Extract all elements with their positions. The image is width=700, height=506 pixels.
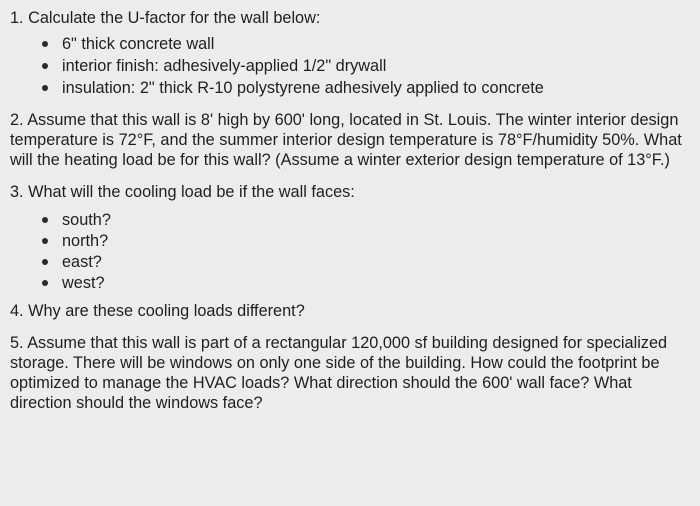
bullet-icon: [42, 63, 48, 69]
bullet-text: west?: [62, 274, 105, 292]
bullet-icon: [42, 238, 48, 244]
bullet-text: east?: [62, 253, 102, 271]
question-2: 2. Assume that this wall is 8' high by 600' long, located in St. Louis. The winter interior design temperature is 72°F, and the summer interior design temperature is 78°F/humidity 50%. What will the heating load be for this wall? (Assume a winter exterior design temperature of 13°F.): [10, 111, 682, 169]
bullet-text: 6" thick concrete wall: [62, 35, 215, 53]
question-1: 1. Calculate the U-factor for the wall below:: [10, 9, 321, 27]
question-1-bullet-list: [10, 34, 686, 98]
bullet-icon: [42, 259, 48, 265]
bullet-text: south?: [62, 211, 111, 229]
bullet-icon: [42, 280, 48, 286]
question-4: 4. Why are these cooling loads different?: [10, 302, 305, 320]
bullet-icon: [42, 217, 48, 223]
list-item: [38, 78, 686, 98]
list-item: [38, 252, 686, 272]
list-item: [38, 56, 686, 76]
bullet-text: interior finish: adhesively-applied 1/2" drywall: [62, 57, 387, 75]
bullet-icon: [42, 85, 48, 91]
list-item: [38, 34, 686, 54]
bullet-icon: [42, 41, 48, 47]
question-5: 5. Assume that this wall is part of a rectangular 120,000 sf building designed for specialized storage. There will be windows on only one side of the building. How could the footprint be optimized to manage the HVAC loads? What direction should the 600' wall face? What direction should the windows face?: [10, 334, 668, 412]
list-item: [38, 231, 686, 251]
bullet-text: north?: [62, 232, 109, 250]
question-3-bullet-list: [10, 210, 686, 293]
list-item: [38, 210, 686, 230]
question-3: 3. What will the cooling load be if the wall faces:: [10, 183, 355, 201]
bullet-text: insulation: 2" thick R-10 polystyrene adhesively applied to concrete: [62, 79, 544, 97]
list-item: [38, 273, 686, 293]
